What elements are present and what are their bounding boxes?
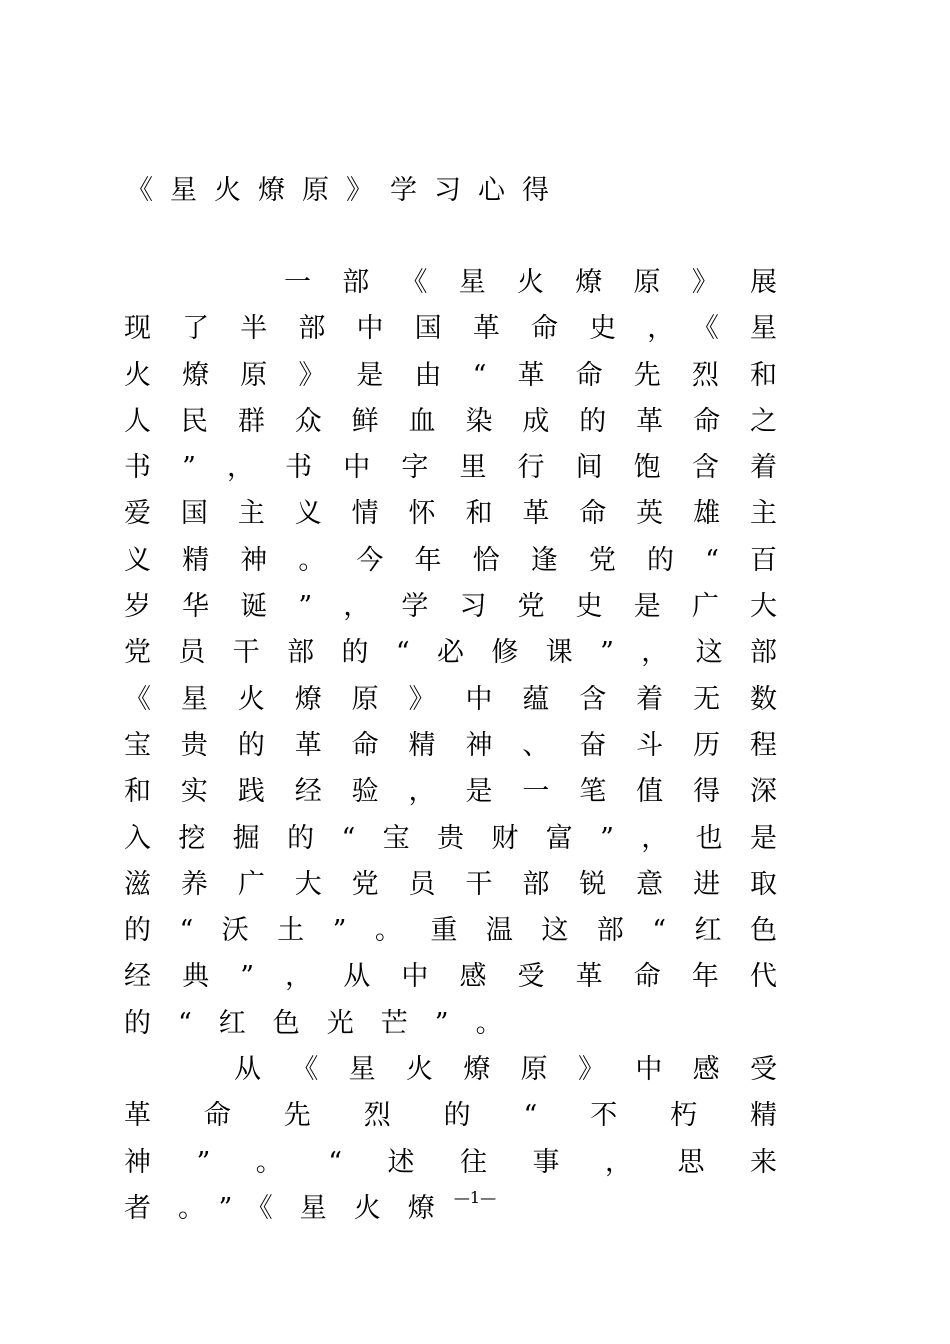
document-title: 《星火燎原》学习心得 xyxy=(126,175,566,206)
page-number: —1— xyxy=(453,1188,497,1207)
paragraph-2: 从《星火燎原》中感受革命先烈的“不朽精神”。“述往事，思来者。”《星火燎 xyxy=(124,1054,804,1224)
paragraph-1: 一部《星火燎原》展现了半部中国革命史，《星火燎原》是由“革命先烈和人民群众鲜血染成的革命之书”，书中字里行间饱含着爱国主义情怀和革命英雄主义精神。今年恰逢党的“百岁华诞”，学习党史是广大党员干部的“必修课”，这部《星火燎原》中蕴含着无数宝贵的革命精神、奋斗历程和实践经验，是一笔值得深入挖掘的“宝贵财富”，也是滋养广大党员干部锐意进取的“沃土”。重温这部“红色经典”，从中感受革命年代的“红色光芒”。 xyxy=(124,267,804,1039)
